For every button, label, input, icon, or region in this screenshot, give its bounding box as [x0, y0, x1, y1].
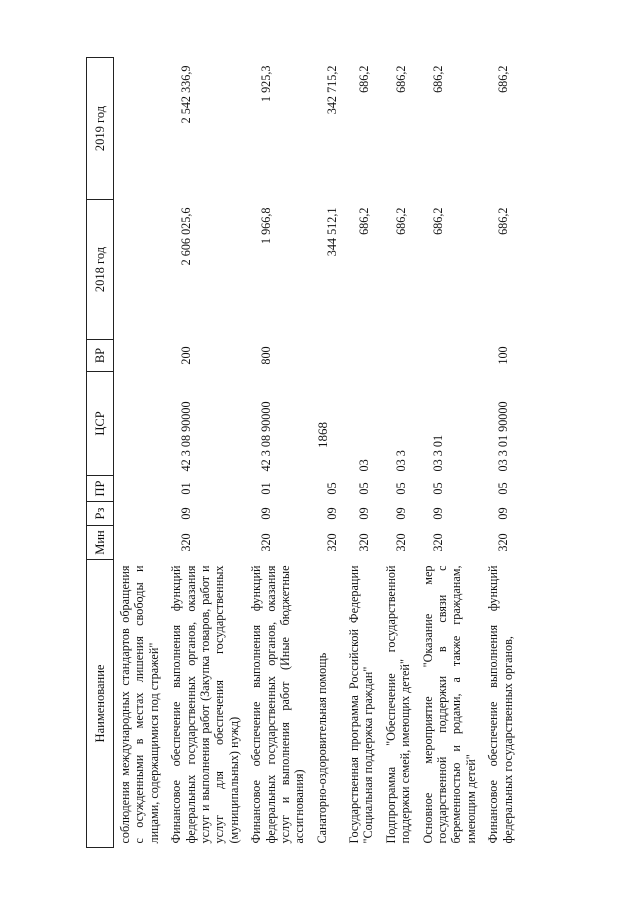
- row-vr: [380, 340, 417, 372]
- row-2018: 686,2: [357, 207, 372, 235]
- header-vr: ВР: [87, 340, 114, 372]
- row-rz: 09: [357, 507, 372, 520]
- row-name: Подпрограмма "Обеспечение государственной поддержки семей, имеющих детей": [383, 565, 413, 844]
- row-2019: 686,2: [430, 65, 445, 93]
- row-name: Финансовое обеспечение выполнения функций федеральных государственных органов,: [486, 565, 515, 844]
- row-min: 320: [393, 533, 408, 552]
- row-2018: 686,2: [430, 207, 445, 235]
- row-min: 320: [179, 533, 194, 552]
- row-csr: 03: [357, 459, 372, 472]
- page-number: 1868: [315, 422, 330, 448]
- row-vr: [343, 340, 380, 372]
- table-row: [245, 58, 311, 848]
- row-rz: 09: [393, 507, 408, 520]
- table-row: [165, 58, 245, 848]
- row-2018: 686,2: [496, 207, 511, 235]
- row-csr: 03 3 01 90000: [496, 401, 511, 472]
- row-rz: 09: [324, 507, 339, 520]
- row-pr: 05: [324, 482, 339, 495]
- row-pr: 05: [496, 482, 511, 495]
- row-name: соблюдения международных стандартов обращения с осужденными в местах лишения свободы и лицами, содержащимися под стражей": [118, 565, 161, 844]
- budget-table: [86, 57, 519, 848]
- row-name: Государственная программа Российской Федерации "Социальная поддержка граждан": [347, 565, 376, 844]
- header-name: Наименование: [87, 560, 114, 848]
- row-vr: 200: [179, 346, 194, 365]
- row-rz: [114, 502, 166, 526]
- header-pr: ПР: [87, 476, 114, 502]
- row-name: Финансовое обеспечение выполнения функций федеральных государственных органов, оказания услуг и выполнения работ (Иные бюджетные ассигнования): [249, 565, 307, 844]
- row-min: 320: [259, 533, 274, 552]
- table-row: [482, 58, 519, 848]
- row-rz: 09: [430, 507, 445, 520]
- header-2019: 2019 год: [87, 58, 114, 200]
- row-min: 320: [430, 533, 445, 552]
- row-rz: 09: [179, 507, 194, 520]
- row-2018: 686,2: [393, 207, 408, 235]
- row-pr: [114, 476, 166, 502]
- row-2019: 1 925,3: [259, 65, 274, 103]
- row-min: 320: [324, 533, 339, 552]
- table-row: [114, 58, 166, 848]
- row-name: Основное мероприятие "Оказание мер государственной поддержки в связи с беременностью и родами, а также гражданам, имеющим детей": [420, 565, 478, 844]
- header-rz: Рз: [87, 502, 114, 526]
- row-csr: 03 3: [393, 450, 408, 472]
- row-pr: 05: [357, 482, 372, 495]
- row-2018: 344 512,1: [324, 207, 339, 257]
- row-name: Финансовое обеспечение выполнения функций федеральных государственных органов, оказания услуг и выполнения работ (Закупка товаров, работ и услуг для обеспечения государственных (муниципальных) нужд): [169, 565, 241, 844]
- table-row: [343, 58, 380, 848]
- row-pr: 01: [259, 482, 274, 495]
- row-min: 320: [357, 533, 372, 552]
- row-2019: 686,2: [393, 65, 408, 93]
- row-rz: 09: [259, 507, 274, 520]
- header-2018: 2018 год: [87, 200, 114, 340]
- header-row: [87, 58, 114, 848]
- row-vr: [417, 340, 483, 372]
- row-vr: [114, 340, 166, 372]
- row-min: 320: [496, 533, 511, 552]
- row-2019: 2 542 336,9: [179, 65, 194, 124]
- row-pr: 01: [179, 482, 194, 495]
- budget-table-container: [86, 58, 584, 848]
- row-2018: 2 606 025,6: [179, 207, 194, 266]
- row-csr: [311, 372, 343, 476]
- row-csr: 03 3 01: [430, 434, 445, 472]
- row-pr: 05: [393, 482, 408, 495]
- row-vr: 100: [496, 346, 511, 365]
- table-row: [380, 58, 417, 848]
- table-row: [417, 58, 483, 848]
- row-csr: 42 3 08 90000: [179, 401, 194, 472]
- header-csr: ЦСР: [87, 372, 114, 476]
- row-2019: 686,2: [357, 65, 372, 93]
- row-rz: 09: [496, 507, 511, 520]
- row-pr: 05: [430, 482, 445, 495]
- row-vr: [311, 340, 343, 372]
- row-2019: 686,2: [496, 65, 511, 93]
- row-name: Санаторно-оздоровительная помощь: [314, 652, 329, 844]
- row-csr: [114, 372, 166, 476]
- row-min: [114, 526, 166, 560]
- table-row: [311, 58, 343, 848]
- row-csr: 42 3 08 90000: [259, 401, 274, 472]
- row-2018: [114, 200, 166, 340]
- header-min: Мин: [87, 526, 114, 560]
- row-2018: 1 966,8: [259, 207, 274, 245]
- row-2019: [114, 58, 166, 200]
- row-vr: 800: [259, 346, 274, 365]
- row-2019: 342 715,2: [324, 65, 339, 115]
